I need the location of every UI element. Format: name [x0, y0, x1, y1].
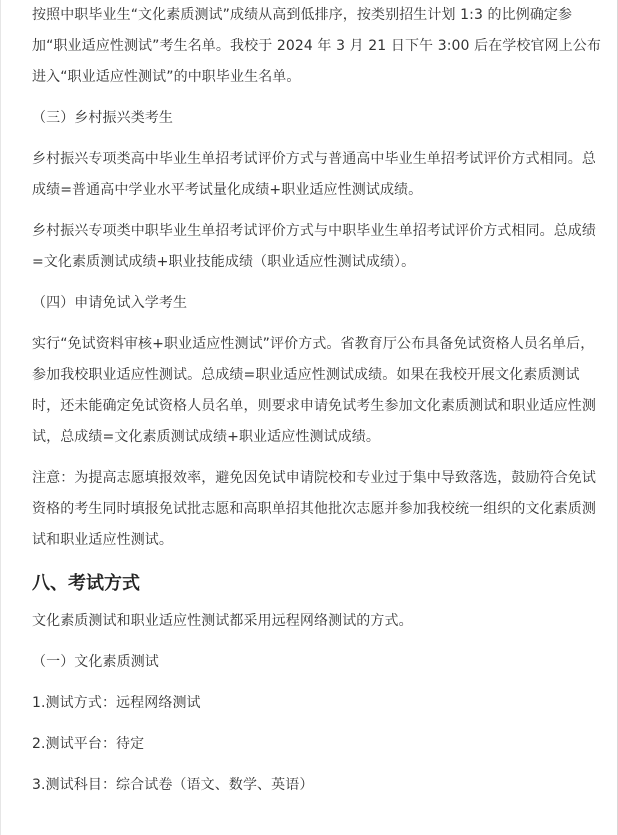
paragraph-ranking-rule: 按照中职毕业生“文化素质测试”成绩从高到低排序，按类别招生计划 1:3 的比例确定参加“职业适应性测试”考生名单。我校于 2024 年 3 月 21 日下午 3:00 后在学校官网上公布进入“职业适应性测试”的中职毕业生名单。	[32, 7, 601, 85]
paragraph-note: 注意：为提高志愿填报效率，避免因免试申请院校和专业过于集中导致落选，鼓励符合免试资格的考生同时填报免试批志愿和高职单招其他批次志愿并参加我校统一组织的文化素质测试和职业适应性测试。	[32, 470, 596, 548]
subheading-exemption-applicants: （四）申请免试入学考生	[32, 295, 188, 311]
paragraph-rural-vocational: 乡村振兴专项类中职毕业生单招考试评价方式与中职毕业生单招考试评价方式相同。总成绩=文化素质测试成绩+职业技能成绩（职业适应性测试成绩）。	[32, 223, 596, 270]
document-body	[32, 0, 602, 801]
paragraph-exemption-evaluation: 实行“免试资料审核+职业适应性测试”评价方式。省教育厅公布具备免试资格人员名单后，参加我校职业适应性测试。总成绩=职业适应性测试成绩。如果在我校开展文化素质测试时，还未能确定免试资格人员名单，则要求申请免试考生参加文化素质测试和职业适应性测试，总成绩=文化素质测试成绩+职业适应性测试成绩。	[32, 336, 596, 445]
list-item-test-platform: 2.测试平台：待定	[32, 736, 145, 752]
subheading-cultural-test: （一）文化素质测试	[32, 654, 159, 670]
paragraph-rural-high-school: 乡村振兴专项类高中毕业生单招考试评价方式与普通高中毕业生单招考试评价方式相同。总成绩=普通高中学业水平考试量化成绩+职业适应性测试成绩。	[32, 151, 596, 198]
list-item-test-subjects: 3.测试科目：综合试卷（语文、数学、英语）	[32, 777, 314, 793]
page-left-border	[0, 0, 1, 835]
section-title-exam-method: 八、考试方式	[32, 573, 140, 594]
paragraph-remote-testing: 文化素质测试和职业适应性测试都采用远程网络测试的方式。	[32, 613, 413, 629]
list-item-test-method: 1.测试方式：远程网络测试	[32, 695, 201, 711]
subheading-rural-revitalization: （三）乡村振兴类考生	[32, 110, 173, 126]
